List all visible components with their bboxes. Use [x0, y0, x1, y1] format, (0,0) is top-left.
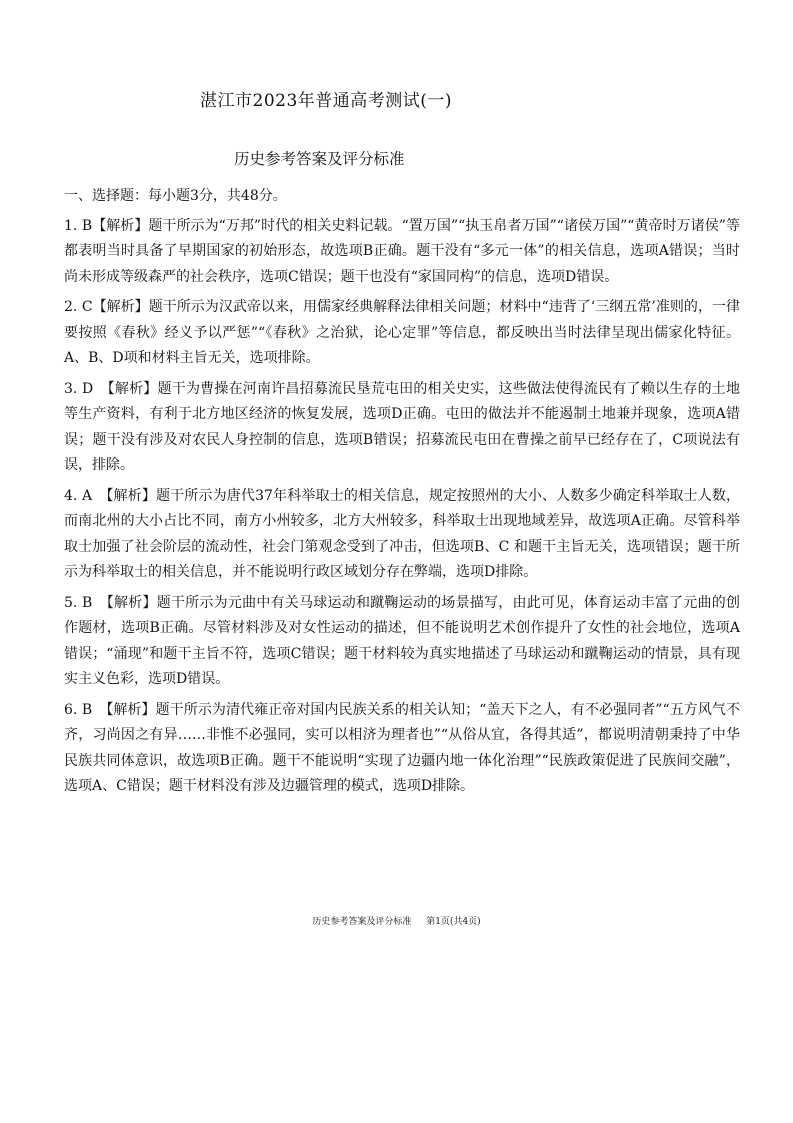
question-1-explanation: 1. B【解析】题干所示为“万邦”时代的相关史料记载。“置万国”“执玉帛者万国”“诸侯万国”“黄帝时万诸侯”等都表明当时具备了早期国家的初始形态，故选项B正确。题干没有“多元一体”的相关信息，选项A错误；当时尚未形成等级森严的社会秩序，选项C错误；题干也没有“家国同构”的信息，选项D错误。: [64, 217, 740, 285]
page-number: 第1页(共4页): [426, 917, 481, 927]
document-title: 湛江市2023年普通高考测试(一): [200, 91, 453, 111]
footer-label: 历史参考答案及评分标准: [312, 917, 412, 927]
question-4-explanation: 4. A 【解析】题干所示为唐代37年科举取士的相关信息，规定按照州的大小、人数多少确定科举取士人数，而南北州的大小占比不同，南方小州较多，北方大州较多，科举取士出现地域差异，故选项A正确。尽管科举取士加强了社会阶层的流动性，社会门第观念受到了冲击，但选项B、C 和题干主旨无关，选项错误；题干所示为科举取士的相关信息，并不能说明行政区域划分存在弊端，选项D排除。: [64, 487, 740, 580]
question-6-explanation: 6. B 【解析】题干所示为清代雍正帝对国内民族关系的相关认知；“盖天下之人，有不必强同者”“五方风气不齐，习尚因之有异……非惟不必强同，实可以相济为理者也”“从俗从宜，各得其适”，都说明清朝秉持了中华民族共同体意识，故选项B正确。题干不能说明“实现了边疆内地一体化治理”“民族政策促进了民族间交融”，选项A、C错误；题干材料没有涉及边疆管理的模式，选项D排除。: [64, 701, 740, 794]
question-5-explanation: 5. B 【解析】题干所示为元曲中有关马球运动和蹴鞠运动的场景描写，由此可见，体育运动丰富了元曲的创作题材，选项B正确。尽管材料涉及对女性运动的描述，但不能说明艺术创作提升了女性的社会地位，选项A错误；“涌现”和题干主旨不符，选项C错误；题干材料较为真实地描述了马球运动和蹴鞠运动的情景，具有现实主义色彩，选项D错误。: [64, 594, 740, 687]
question-3-explanation: 3. D 【解析】题干为曹操在河南许昌招募流民垦荒屯田的相关史实，这些做法使得流民有了赖以生存的土地等生产资料，有利于北方地区经济的恢复发展，选项D正确。屯田的做法并不能遏制土地兼并现象，选项A错误；题干没有涉及对农民人身控制的信息，选项B错误；招募流民屯田在曹操之前早已经存在了，C项说法有误，排除。: [64, 380, 740, 473]
page-footer: [0, 914, 793, 927]
answer-content: [64, 184, 740, 805]
document-subtitle: 历史参考答案及评分标准: [234, 150, 405, 168]
section-heading: 一、选择题：每小题3分，共48分。: [64, 188, 287, 204]
question-2-explanation: 2. C【解析】题干所示为汉武帝以来，用儒家经典解释法律相关问题；材料中“违背了‘三纲五常’准则的，一律要按照《春秋》经义予以严惩”“《春秋》之治狱，论心定罪”等信息，都反映出当时法律呈现出儒家化特征。A、B、D项和材料主旨无关，选项排除。: [64, 299, 740, 366]
